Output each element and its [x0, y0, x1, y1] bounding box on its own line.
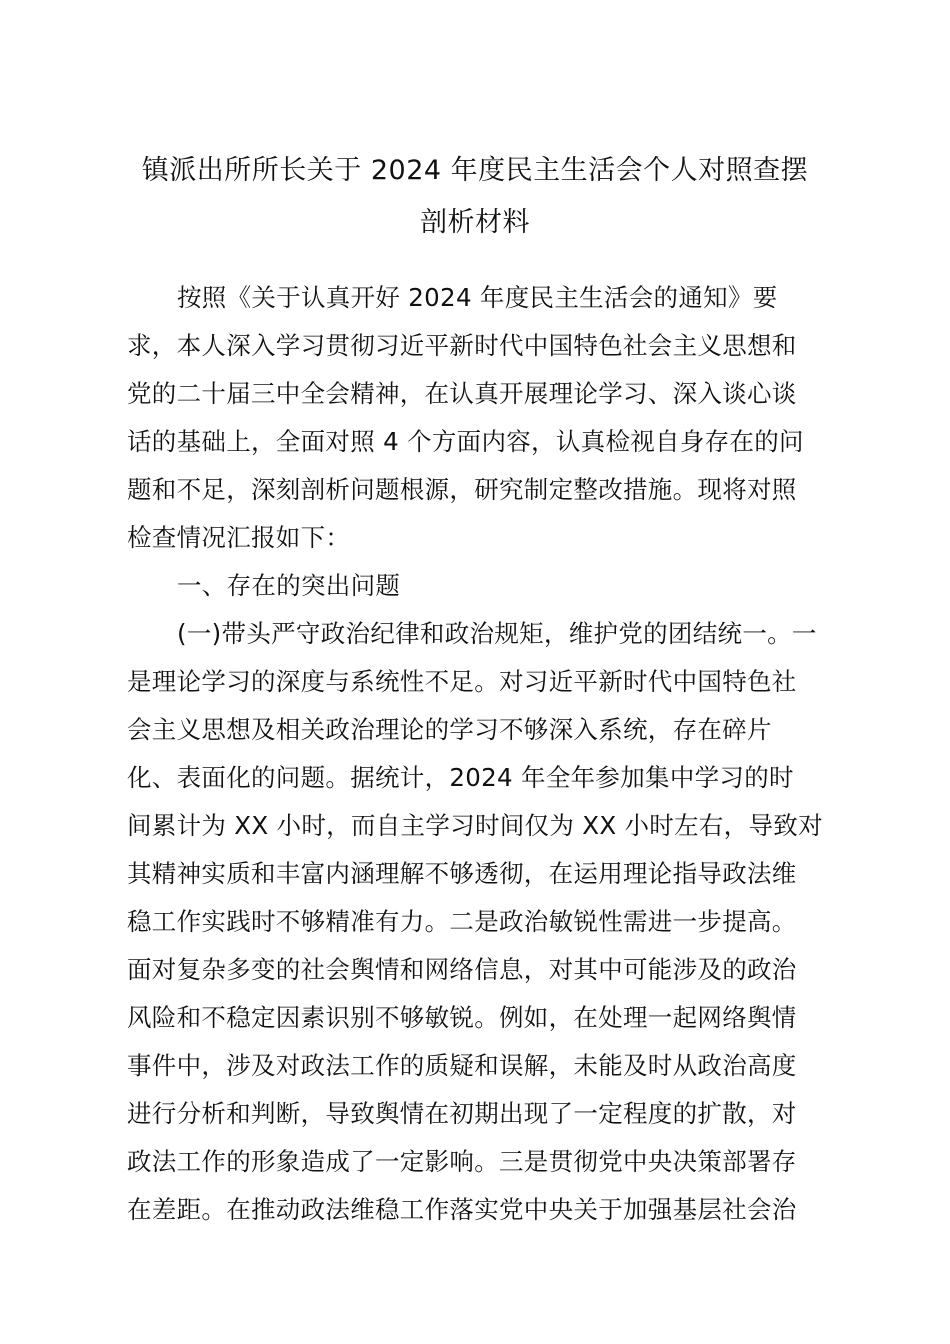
- body-line: 按照《关于认真开好 2024 年度民主生活会的通知》要: [177, 283, 778, 312]
- body-line: 风险和不稳定因素识别不够敏锐。例如，在处理一起网络舆情: [127, 1003, 797, 1032]
- body-line: 政法工作的形象造成了一定影响。三是贯彻党中央决策部署存: [127, 1147, 797, 1176]
- body-line: 题和不足，深刻剖析问题根源，研究制定整改措施。现将对照: [127, 475, 797, 504]
- body-line: 事件中，涉及对政法工作的质疑和误解，未能及时从政治高度: [127, 1051, 797, 1080]
- body-line: 党的二十届三中全会精神，在认真开展理论学习、深入谈心谈: [127, 379, 797, 408]
- document-title-line-1: 镇派出所所长关于 2024 年度民主生活会个人对照查摆: [141, 155, 809, 186]
- document-title-line-2: 剖析材料: [420, 207, 530, 238]
- body-line: 其精神实质和丰富内涵理解不够透彻，在运用理论指导政法维: [127, 859, 797, 888]
- body-line: 检查情况汇报如下：: [127, 523, 351, 552]
- body-line: 在差距。在推动政法维稳工作落实党中央关于加强基层社会治: [127, 1195, 797, 1224]
- body-line: 一、存在的突出问题: [177, 571, 401, 600]
- body-line: 化、表面化的问题。据统计，2024 年全年参加集中学习的时: [127, 763, 794, 792]
- body-line: 会主义思想及相关政治理论的学习不够深入系统，存在碎片: [127, 715, 772, 744]
- body-line: 面对复杂多变的社会舆情和网络信息，对其中可能涉及的政治: [127, 955, 797, 984]
- body-line: 间累计为 XX 小时，而自主学习时间仅为 XX 小时左右，导致对: [127, 811, 823, 840]
- body-line: 进行分析和判断，导致舆情在初期出现了一定程度的扩散，对: [127, 1099, 797, 1128]
- body-line: 话的基础上，全面对照 4 个方面内容，认真检视自身存在的问: [127, 427, 804, 456]
- body-line: (一)带头严守政治纪律和政治规矩，维护党的团结统一。一: [177, 619, 817, 648]
- body-line: 求，本人深入学习贯彻习近平新时代中国特色社会主义思想和: [127, 331, 797, 360]
- body-line: 是理论学习的深度与系统性不足。对习近平新时代中国特色社: [127, 667, 797, 696]
- body-line: 稳工作实践时不够精准有力。二是政治敏锐性需进一步提高。: [127, 907, 797, 936]
